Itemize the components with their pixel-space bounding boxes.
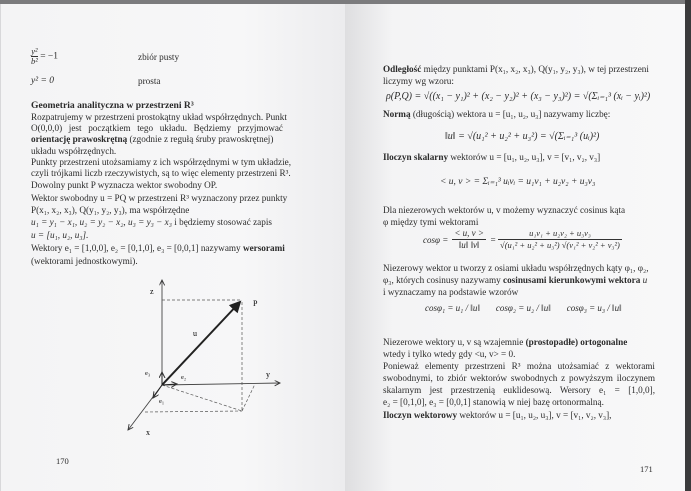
- x-label: x: [146, 428, 150, 437]
- page-number-right: 171: [640, 464, 653, 474]
- paragraph-text: (zgodnie z regułą śruby prawoskrętnej): [127, 134, 274, 144]
- paragraph-line: wtedy i tylko wtedy gdy <u, v> = 0.: [383, 349, 516, 359]
- paragraph-line: [31, 243, 285, 255]
- e3-label: e₃: [145, 370, 151, 377]
- fraction: [452, 228, 486, 251]
- paragraph-text: Wektory e₁ = [1,0,0], e₂ = [0,1,0], e₃ = [0,0,1] nazywamy: [31, 243, 243, 253]
- paragraph-line: Dla niezerowych wektorów u, v możemy wyznaczyć cosinus kąta: [383, 205, 626, 215]
- paragraph-line: Rozpatrujemy w przestrzeni prostokątny układ współrzędnych. Punkt: [31, 112, 287, 122]
- paragraph-text: wektorów u = [u₁, u₂, u₃], v = [v₁, v₂, v₃]: [448, 152, 601, 162]
- paragraph-line: Punkty przestrzeni utożsamiamy z ich współrzędnymi w tym układzie,: [31, 157, 291, 167]
- e1-arrow: [153, 385, 162, 398]
- equation-line: y² = 0: [31, 76, 54, 86]
- direction-cosine-1: cosφ₁ = u₁ / ‖u‖: [425, 303, 480, 313]
- paragraph-line: (wektorami jednostkowymi).: [31, 256, 138, 266]
- bold-term-distance: Odległość: [383, 64, 422, 74]
- paragraph-line: Niezerowy wektor u tworzy z osiami układu współrzędnych kąty φ₁, φ₂,: [383, 263, 649, 273]
- e2-label: e₂: [181, 374, 187, 381]
- fraction-denominator: √(u₁² + u₂² + u₃²) √(v₁² + v₂² + v₃²): [500, 240, 620, 250]
- paragraph-text: φ₃, których cosinusy nazywamy: [383, 275, 504, 285]
- direction-cosine-3: cosφ₃ = u₃ / ‖u‖: [566, 303, 622, 313]
- paragraph-line: swobodnymi, to zbiór wektorów swobodnych z powyższym iloczynem: [383, 373, 655, 383]
- paragraph-line: [383, 152, 600, 164]
- paragraph-line: e₂ = [0,1,0], e₃ = [0,0,1] stanowią w niej bazę ortonormalną.: [383, 397, 604, 407]
- section-heading: Geometria analityczna w przestrzeni R³: [31, 100, 194, 111]
- bold-term-scalar-product: Iloczyn skalarny: [383, 152, 449, 162]
- bold-term-direction-cosines: cosinusami kierunkowymi wektora: [503, 275, 641, 285]
- paragraph-line: [31, 134, 273, 146]
- paragraph-line: [383, 275, 647, 287]
- paragraph-line: [383, 64, 649, 76]
- page-number-left: 170: [56, 456, 69, 466]
- fraction-numerator: u₁v₁ + u₂v₂ + u₃v₃: [498, 228, 622, 240]
- scalar-product-formula: < u, v > = Σᵢ₌₁³ uᵢvᵢ = u₁v₁ + u₂v₂ + u₃v₃: [440, 177, 596, 187]
- scan-right-edge: [685, 0, 691, 491]
- paragraph-line: φ między tymi wektorami: [383, 217, 479, 227]
- paragraph-text: między punktami P(x₁, x₂, x₃), Q(y₁, y₂, y₃), w tej przestrzeni: [421, 64, 649, 74]
- coordinates-formula: u₁ = y₁ − x₁, u₂ = y₂ − x₂, u₃ = y₃ − x₃: [31, 217, 172, 227]
- paragraph-line: [31, 217, 272, 229]
- norm-formula: ‖u‖ = √(u₁² + u₂² + u₃²) = √(Σᵢ₌₁³ (uᵢ)²): [445, 131, 600, 142]
- paragraph-text: Niezerowe wektory u, v są wzajemnie: [383, 337, 526, 347]
- paragraph-text: i będziemy stosować zapis: [171, 217, 272, 227]
- direction-cosine-2: cosφ₂ = u₂ / ‖u‖: [495, 303, 551, 313]
- fraction: [500, 228, 620, 251]
- z-label: z: [150, 287, 154, 296]
- direction-cosines-formulas: [425, 303, 622, 313]
- paragraph-line: [383, 410, 611, 422]
- bold-term-norm: Normą: [383, 109, 411, 119]
- paragraph-text: (długością) wektora u = [u₁, u₂, u₃] nazywamy liczbę:: [410, 109, 611, 119]
- paragraph-line: układu współrzędnych.: [31, 146, 117, 156]
- paragraph-text: wektorów u = [u₁, u₂, u₃], v = [v₁, v₂, v₃],: [457, 410, 612, 420]
- paragraph-line: O(0,0,0) jest początkiem tego układu. Będziemy przyjmować: [31, 123, 283, 133]
- equation-empty-set-label: zbiór pusty: [138, 52, 180, 62]
- distance-formula: ρ(P,Q) = √((x₁ − y₁)² + (x₂ − y₂)² + (x₃ − y₃)²) = √(Σᵢ₌₁³ (xᵢ − yᵢ)²): [386, 91, 651, 102]
- paragraph-line: skalarnym jest przestrzenią euklidesową. Wersory e₁ = [1,0,0],: [383, 385, 655, 395]
- equation-line-label: prosta: [138, 76, 161, 86]
- paragraph-line: Dowolny punkt P wyznacza wektor swobodny OP.: [31, 180, 218, 190]
- vector-u-label: u: [193, 329, 197, 338]
- paragraph-line: liczymy wg wzoru:: [383, 76, 454, 86]
- paragraph-line: [383, 337, 627, 349]
- e1-label: e₁: [159, 398, 165, 405]
- bold-term-orientation: orientację prawoskrętną: [31, 134, 128, 144]
- fraction-numerator: < u, v >: [454, 228, 484, 238]
- bold-term-vector-product: Iloczyn wektorowy: [383, 410, 458, 420]
- coordinate-system-diagram: [90, 270, 290, 450]
- equation-empty-set: $\frac{\text{y²}}{\text{b²}}$ = −1: [31, 46, 59, 66]
- cosine-lhs: cosφ =: [423, 234, 449, 245]
- cosine-formula: cosφ = $\frac{< u, v >}{‖u‖ ‖v‖}$ = $\frac{\text{u₁v₁ + u₂v₂ + u₃v₃}}{\text{√(u₁² + u₂² + u₃²) √(v₁² + v₂² + v₃²)}}$: [423, 228, 620, 250]
- paragraph-line: czyli trójkami liczb rzeczywistych, są to więc elementy przestrzeni R³.: [31, 168, 291, 178]
- paragraph-line: Wektor swobodny u = PQ w przestrzeni R³ wyznaczony przez punkty: [31, 193, 288, 203]
- paragraph-line: i wyznaczamy na podstawie wzorów: [383, 287, 519, 297]
- vector-notation: u = [u₁, u₂, u₃].: [31, 230, 89, 240]
- y-label: y: [266, 370, 270, 379]
- point-p-label: P: [253, 299, 258, 308]
- y-axis: [162, 383, 280, 385]
- vector-u-arrow: [162, 302, 240, 385]
- paragraph-line: [383, 109, 610, 121]
- bold-term-orthogonal: (prostopadłe) ortogonalne: [525, 337, 628, 347]
- fraction-denominator: ‖u‖ ‖v‖: [458, 240, 480, 250]
- bold-term-versors: wersorami: [242, 243, 285, 253]
- paragraph-line: P(x₁, x₂, x₃), Q(y₁, y₂, y₃), ma współrzędne: [31, 205, 190, 215]
- paragraph-text: u: [640, 275, 648, 285]
- paragraph-line: Ponieważ elementy przestrzeni R³ można utożsamiać z wektorami: [383, 361, 655, 371]
- paragraph-line: [31, 230, 88, 242]
